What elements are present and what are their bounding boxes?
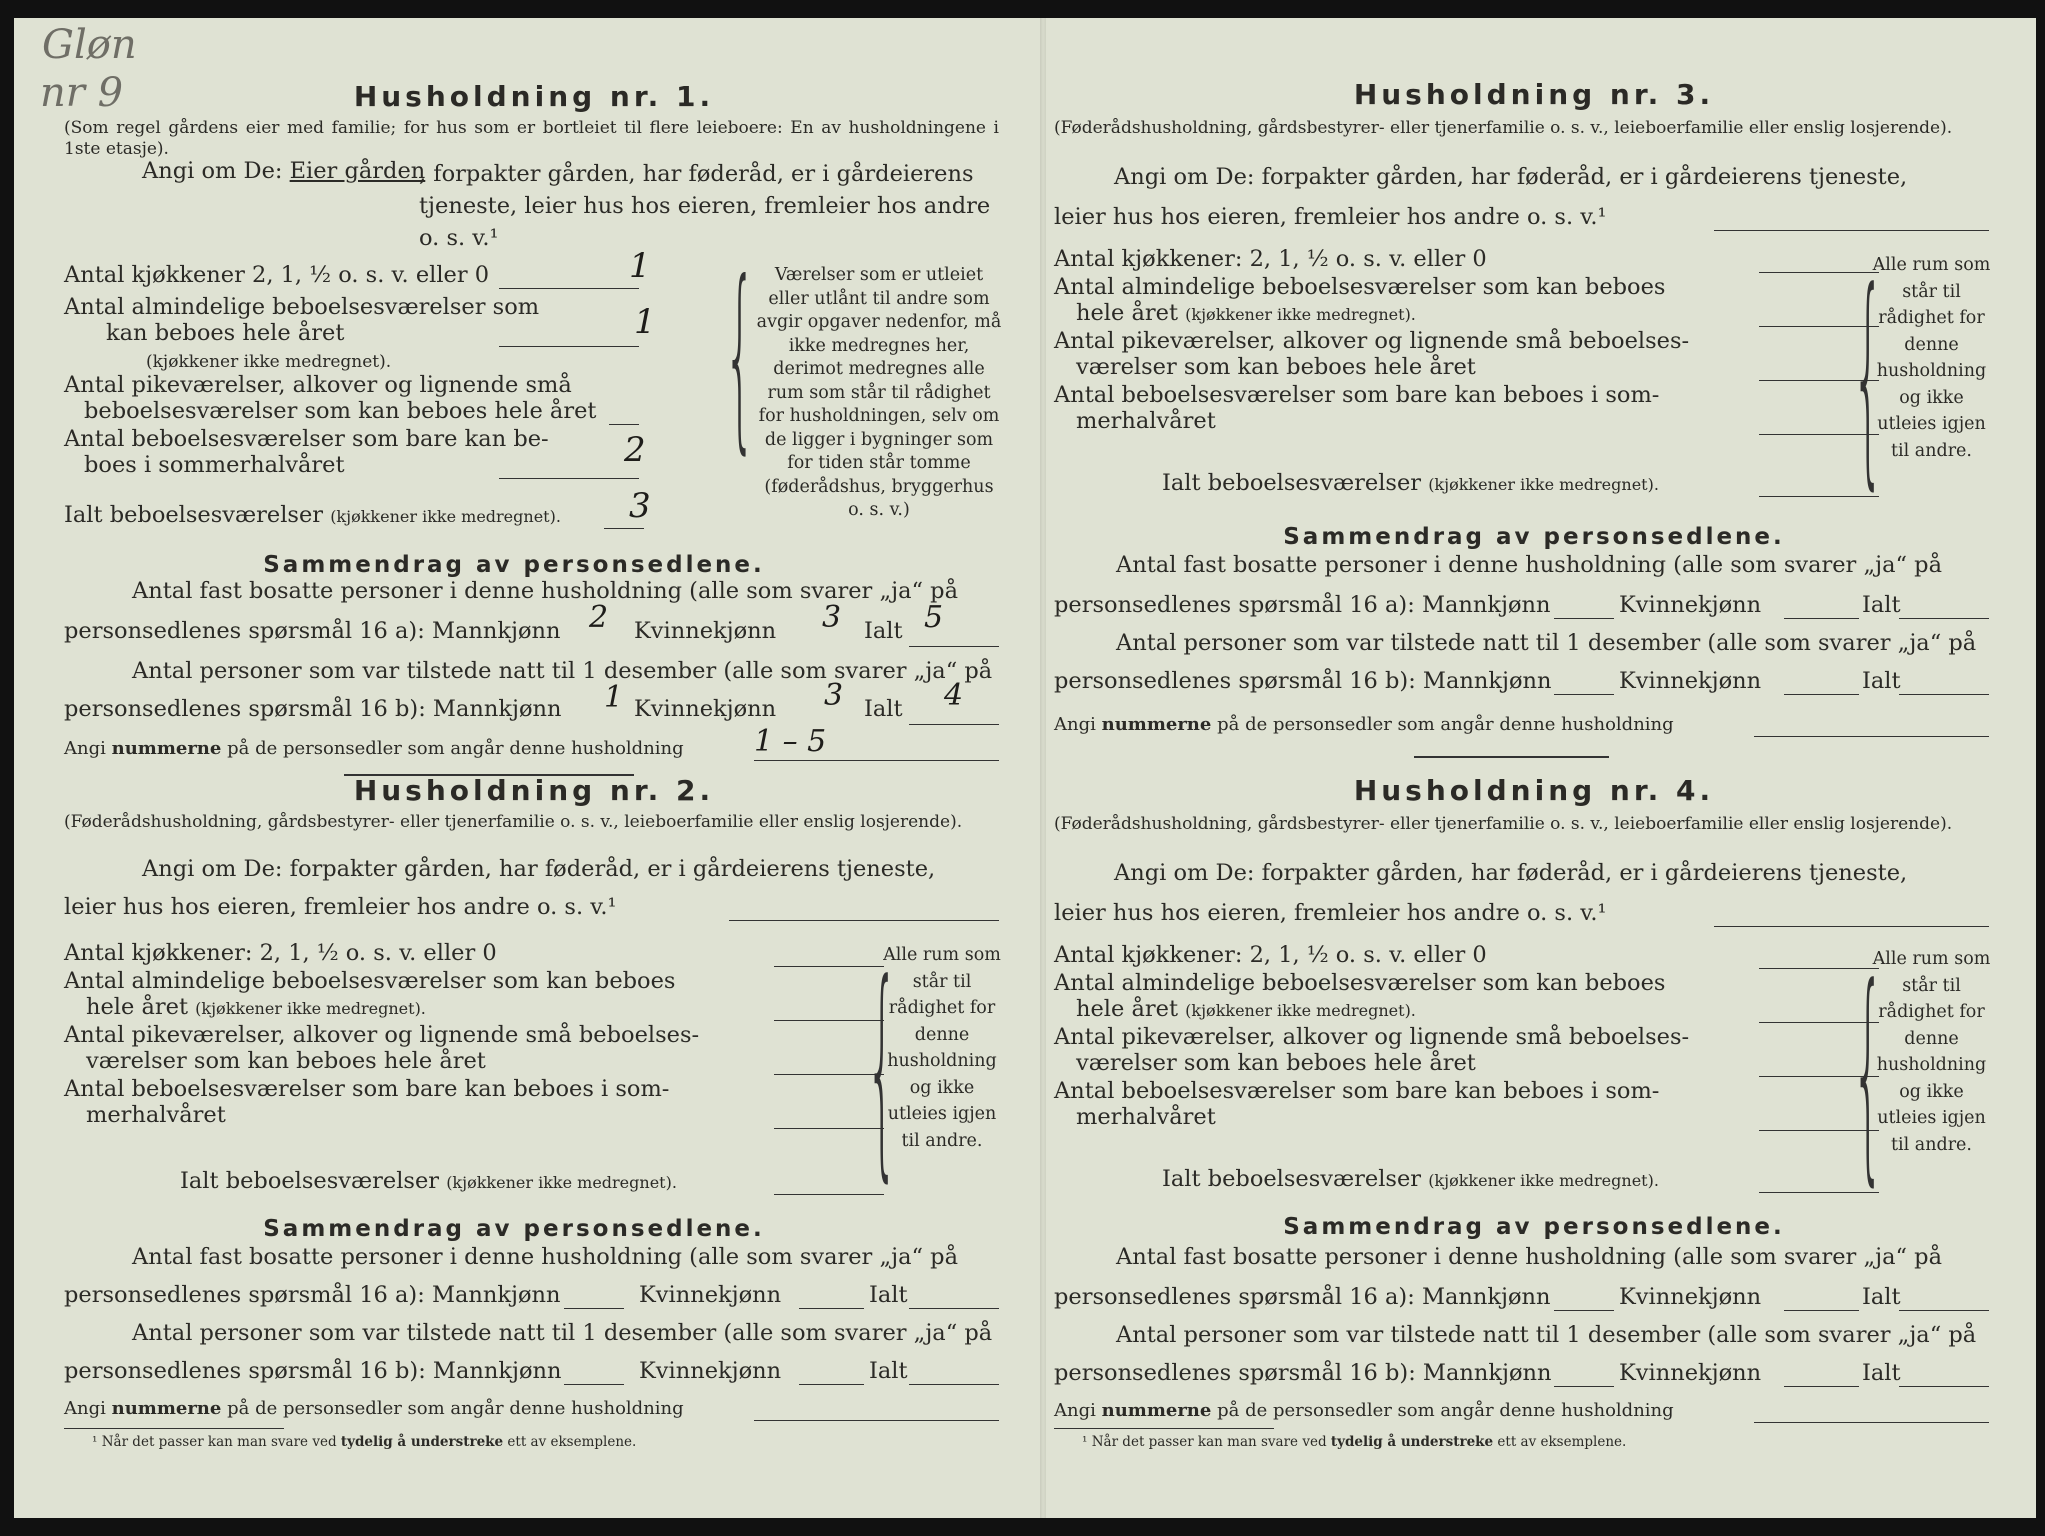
pike-label-b: værelser som kan beboes hele året bbox=[1076, 1050, 1476, 1076]
til-kvinne-label: Kvinnekjønn bbox=[634, 696, 777, 722]
fast-line-b bbox=[64, 618, 561, 644]
fast-line-a: Antal fast bosatte personer i denne husholdning (alle som svarer „ja“ på bbox=[132, 1244, 958, 1270]
ialt-bebo-text: Ialt beboelsesværelser bbox=[1162, 470, 1422, 496]
sommer-label-b: merhalvåret bbox=[1076, 1104, 1216, 1130]
angi-om-de: Angi om De: bbox=[142, 158, 283, 184]
fast-kvinne-label: Kvinnekjønn bbox=[1619, 592, 1762, 618]
sommer-fill-line bbox=[499, 478, 639, 479]
sommer-label-b: boes i sommerhalvåret bbox=[84, 452, 345, 478]
fast-line-b: personsedlenes spørsmål 16 a): Mannkjønn bbox=[1054, 1284, 1551, 1310]
household-note: (Føderådshusholdning, gårdsbestyrer- eller tjenerfamilie o. s. v., leieboerfamilie eller enslig losjerende). bbox=[1054, 814, 1953, 834]
sommer-value: 2 bbox=[624, 430, 646, 470]
sammendrag-heading: Sammendrag av personsedlene. bbox=[263, 1216, 765, 1242]
angi-line-a: Angi om De: forpakter gården, har føderåd, er i gårdeierens tjeneste, bbox=[1114, 164, 1908, 190]
eier-garden-underlined: Eier gården bbox=[289, 158, 426, 184]
sommer-label-a: Antal beboelsesværelser som bare kan beboes i som- bbox=[1054, 382, 1660, 408]
household-note: (Føderådshusholdning, gårdsbestyrer- eller tjenerfamilie o. s. v., leieboerfamilie eller enslig losjerende). bbox=[64, 812, 963, 832]
household-note: (Føderådshusholdning, gårdsbestyrer- eller tjenerfamilie o. s. v., leieboerfamilie eller enslig losjerende). bbox=[1054, 118, 1953, 138]
til-kvinne-label: Kvinnekjønn bbox=[639, 1358, 782, 1384]
alm-label-b bbox=[1076, 996, 1416, 1022]
nummerne-b: nummerne bbox=[111, 738, 222, 759]
sammendrag-heading: Sammendrag av personsedlene. bbox=[263, 552, 765, 578]
fast-line-b-text: personsedlenes spørsmål 16 a): Mannkjønn bbox=[64, 618, 561, 644]
household-title: Husholdning nr. 3. bbox=[1353, 78, 1715, 111]
nummerne-a: Angi bbox=[64, 1398, 106, 1419]
ialt-bebo-value: 3 bbox=[629, 486, 651, 526]
pike-label-b: værelser som kan beboes hele året bbox=[86, 1048, 486, 1074]
tilstede-line-a: Antal personer som var tilstede natt til 1 desember (alle som svarer „ja“ på bbox=[132, 658, 993, 684]
fast-kvinne-fill bbox=[1784, 1310, 1859, 1311]
angi-line-a: Angi om De: forpakter gården, har føderåd, er i gårdeierens tjeneste, bbox=[1114, 860, 1908, 886]
fast-line-a: Antal fast bosatte personer i denne husholdning (alle som svarer „ja“ på bbox=[132, 578, 958, 604]
nummerne-fill bbox=[1754, 1422, 1989, 1423]
side-note: Værelser som er utleiet eller utlånt til andre som avgir opgaver nedenfor, må ikke medregnes her, derimot medregnes alle rum som står til rådighet for husholdningen, selv om de ligger i bygninger som for tiden står tomme (føderådshus, bryggerhus o. s. v.) bbox=[756, 265, 1002, 520]
sommer-label-b: merhalvåret bbox=[1076, 408, 1216, 434]
fast-kvinne-label: Kvinnekjønn bbox=[634, 618, 777, 644]
ialt-bebo-text: Ialt beboelsesværelser bbox=[1162, 1166, 1422, 1192]
nummerne-c: på de personsedler som angår denne husholdning bbox=[227, 1398, 684, 1419]
fast-kvinne-label: Kvinnekjønn bbox=[1619, 1284, 1762, 1310]
pike-label-a: Antal pikeværelser, alkover og lignende små bbox=[64, 372, 572, 398]
fast-mann-fill bbox=[1554, 1310, 1614, 1311]
fast-kvinne-value: 3 bbox=[822, 600, 842, 635]
fast-ialt-fill bbox=[1899, 618, 1989, 619]
footnote-a: ¹ Når det passer kan man svare ved bbox=[1082, 1434, 1327, 1450]
angi-fill-line bbox=[1714, 230, 1989, 231]
sammendrag-heading: Sammendrag av personsedlene. bbox=[1283, 524, 1785, 550]
kjokkener-value: 1 bbox=[629, 246, 651, 286]
angi-label bbox=[142, 158, 425, 184]
pike-label-a: Antal pikeværelser, alkover og lignende små beboelses- bbox=[64, 1022, 700, 1048]
alm-label-b-text: hele året bbox=[86, 994, 188, 1020]
ialt-bebo-note: (kjøkkener ikke medregnet). bbox=[1428, 1171, 1659, 1190]
kjokkener-fill-line bbox=[499, 288, 639, 289]
angi-line-a: Angi om De: forpakter gården, har føderåd, er i gårdeierens tjeneste, bbox=[142, 856, 936, 882]
fast-ialt-fill bbox=[909, 1308, 999, 1309]
tilstede-line-a: Antal personer som var tilstede natt til 1 desember (alle som svarer „ja“ på bbox=[1116, 630, 1977, 656]
sommer-label-a: Antal beboelsesværelser som bare kan be- bbox=[64, 426, 549, 452]
tilstede-line-b: personsedlenes spørsmål 16 b): Mannkjønn bbox=[64, 1358, 562, 1384]
footnote-rule bbox=[64, 1428, 284, 1429]
til-mann-fill bbox=[1554, 1386, 1614, 1387]
side-note: Alle rum som står til rådighet for denne husholdning og ikke utleies igjen til andre. bbox=[1872, 255, 1991, 461]
nummerne-line bbox=[64, 1398, 684, 1419]
nummerne-c: på de personsedler som angår denne husholdning bbox=[1217, 1400, 1674, 1421]
footnote-c: ett av eksemplene. bbox=[1497, 1434, 1627, 1450]
til-ialt-fill bbox=[909, 1384, 999, 1385]
margin-note-line2: nr 9 bbox=[40, 70, 124, 116]
nummerne-a: Angi bbox=[1054, 1400, 1096, 1421]
fast-line-b: personsedlenes spørsmål 16 a): Mannkjønn bbox=[1054, 592, 1551, 618]
alm-label-b-text: hele året bbox=[1076, 300, 1178, 326]
kjokkener-label: Antal kjøkkener: 2, 1, ½ o. s. v. eller 0 bbox=[1054, 246, 1487, 272]
pike-label-b: værelser som kan beboes hele året bbox=[1076, 354, 1476, 380]
kjokkener-label: Antal kjøkkener: 2, 1, ½ o. s. v. eller 0 bbox=[64, 940, 497, 966]
household-separator bbox=[1414, 756, 1609, 758]
ialt-bebo-label bbox=[1162, 470, 1659, 496]
fast-ialt-label: Ialt bbox=[864, 618, 903, 644]
til-ialt-label: Ialt bbox=[1862, 668, 1901, 694]
fast-ialt-fill bbox=[909, 646, 999, 647]
ialt-bebo-note: (kjøkkener ikke medregnet). bbox=[330, 507, 561, 526]
fast-line-b: personsedlenes spørsmål 16 a): Mannkjønn bbox=[64, 1282, 561, 1308]
ialt-bebo-label bbox=[64, 502, 561, 528]
til-ialt-label: Ialt bbox=[864, 696, 903, 722]
alm-label-a: Antal almindelige beboelsesværelser som bbox=[64, 294, 540, 320]
nummerne-line bbox=[1054, 1400, 1674, 1421]
pike-label-b: beboelsesværelser som kan beboes hele året bbox=[84, 398, 597, 424]
tilstede-line-a: Antal personer som var tilstede natt til 1 desember (alle som svarer „ja“ på bbox=[1116, 1322, 1977, 1348]
alm-note: (kjøkkener ikke medregnet). bbox=[1185, 305, 1416, 324]
fast-line-a: Antal fast bosatte personer i denne husholdning (alle som svarer „ja“ på bbox=[1116, 552, 1942, 578]
til-ialt-label: Ialt bbox=[869, 1358, 908, 1384]
pike-label-a: Antal pikeværelser, alkover og lignende små beboelses- bbox=[1054, 328, 1690, 354]
alm-value: 1 bbox=[634, 302, 656, 342]
margin-note-line1: Gløn bbox=[42, 22, 137, 68]
side-note: Alle rum som står til rådighet for denne husholdning og ikke utleies igjen til andre. bbox=[883, 945, 1001, 1151]
sammendrag-heading: Sammendrag av personsedlene. bbox=[1283, 1214, 1785, 1240]
side-note-brace: { bbox=[724, 239, 756, 472]
alm-label-a: Antal almindelige beboelsesværelser som kan beboes bbox=[1054, 970, 1666, 996]
sommer-label-a: Antal beboelsesværelser som bare kan beboes i som- bbox=[1054, 1078, 1660, 1104]
tilstede-line-b: personsedlenes spørsmål 16 b): Mannkjønn bbox=[64, 696, 562, 722]
household-note: (Som regel gårdens eier med familie; for hus som er bortleiet til flere leieboere: En av husholdningene i 1ste etasje). bbox=[64, 118, 999, 159]
nummerne-b: nummerne bbox=[1101, 714, 1212, 735]
nummerne-b: nummerne bbox=[1101, 1400, 1212, 1421]
fast-kvinne-label: Kvinnekjønn bbox=[639, 1282, 782, 1308]
ialt-bebo-note: (kjøkkener ikke medregnet). bbox=[1428, 475, 1659, 494]
til-kvinne-fill bbox=[799, 1384, 864, 1385]
alm-note: (kjøkkener ikke medregnet). bbox=[1185, 1001, 1416, 1020]
footnote-b: tydelig å understreke bbox=[340, 1434, 504, 1450]
ialt-bebo-label bbox=[180, 1168, 677, 1194]
footnote-b: tydelig å understreke bbox=[1330, 1434, 1494, 1450]
fast-ialt-label: Ialt bbox=[1862, 592, 1901, 618]
nummerne-line bbox=[1054, 714, 1674, 735]
kjokkener-label: Antal kjøkkener 2, 1, ½ o. s. v. eller 0 bbox=[64, 262, 490, 288]
census-form-sheet bbox=[14, 18, 2036, 1518]
nummerne-c: på de personsedler som angår denne husholdning bbox=[1217, 714, 1674, 735]
footnote-a: ¹ Når det passer kan man svare ved bbox=[92, 1434, 337, 1450]
til-kvinne-fill bbox=[1784, 1386, 1859, 1387]
alm-label-a: Antal almindelige beboelsesværelser som kan beboes bbox=[64, 968, 676, 994]
ialt-bebo-text: Ialt beboelsesværelser bbox=[180, 1168, 440, 1194]
nummerne-fill bbox=[754, 1420, 999, 1421]
angi-rest: , forpakter gården, har føderåd, er i gårdeierens tjeneste, leier hus hos eieren, fremleier hos andre o. s. v.¹ bbox=[419, 161, 991, 251]
til-kvinne-label: Kvinnekjønn bbox=[1619, 1360, 1762, 1386]
til-ialt-label: Ialt bbox=[1862, 1360, 1901, 1386]
pike-label-a: Antal pikeværelser, alkover og lignende små beboelses- bbox=[1054, 1024, 1690, 1050]
fast-line-a: Antal fast bosatte personer i denne husholdning (alle som svarer „ja“ på bbox=[1116, 1244, 1942, 1270]
alm-label-b-text: hele året bbox=[1076, 996, 1178, 1022]
til-mann-value: 1 bbox=[604, 680, 624, 715]
fast-mann-value: 2 bbox=[589, 600, 609, 635]
angi-fill-line bbox=[729, 920, 999, 921]
nummerne-line bbox=[64, 738, 684, 759]
tilstede-line-b: personsedlenes spørsmål 16 b): Mannkjønn bbox=[1054, 1360, 1552, 1386]
til-mann-fill bbox=[1554, 694, 1614, 695]
side-note-brace: { bbox=[1852, 939, 1885, 1206]
side-note: Alle rum som står til rådighet for denne husholdning og ikke utleies igjen til andre. bbox=[1872, 949, 1991, 1155]
nummerne-fill bbox=[1754, 736, 1989, 737]
footnote bbox=[1082, 1434, 1626, 1450]
til-kvinne-label: Kvinnekjønn bbox=[1619, 668, 1762, 694]
nummerne-b: nummerne bbox=[111, 1398, 222, 1419]
alm-label-b: kan beboes hele året bbox=[106, 320, 345, 346]
sommer-label-a: Antal beboelsesværelser som bare kan beboes i som- bbox=[64, 1076, 670, 1102]
alm-fill-line bbox=[499, 346, 639, 347]
tilstede-line-b: personsedlenes spørsmål 16 b): Mannkjønn bbox=[1054, 668, 1552, 694]
angi-fill-line bbox=[1714, 926, 1989, 927]
ialt-bebo-label bbox=[1162, 1166, 1659, 1192]
til-ialt-fill bbox=[1899, 1386, 1989, 1387]
fast-kvinne-fill bbox=[1784, 618, 1859, 619]
pike-fill-line bbox=[609, 424, 639, 425]
til-kvinne-value: 3 bbox=[824, 678, 844, 713]
kjokkener-label: Antal kjøkkener: 2, 1, ½ o. s. v. eller 0 bbox=[1054, 942, 1487, 968]
til-mann-fill bbox=[564, 1384, 624, 1385]
alm-label-b bbox=[1076, 300, 1416, 326]
footnote bbox=[92, 1434, 636, 1450]
nummerne-value: 1 – 5 bbox=[754, 724, 827, 759]
fast-ialt-label: Ialt bbox=[869, 1282, 908, 1308]
nummerne-c: på de personsedler som angår denne husholdning bbox=[227, 738, 684, 759]
footnote-rule bbox=[1054, 1428, 1274, 1429]
fast-mann-fill bbox=[564, 1308, 624, 1309]
side-note-brace: { bbox=[1852, 243, 1885, 510]
sommer-label-b: merhalvåret bbox=[86, 1102, 226, 1128]
page-fold bbox=[1040, 18, 1046, 1518]
household-title: Husholdning nr. 2. bbox=[353, 774, 715, 807]
fast-ialt-label: Ialt bbox=[1862, 1284, 1901, 1310]
nummerne-a: Angi bbox=[64, 738, 106, 759]
side-note-brace: { bbox=[866, 935, 899, 1202]
ialt-bebo-text: Ialt beboelsesværelser bbox=[64, 502, 324, 528]
nummerne-a: Angi bbox=[1054, 714, 1096, 735]
tilstede-line-a: Antal personer som var tilstede natt til 1 desember (alle som svarer „ja“ på bbox=[132, 1320, 993, 1346]
angi-line-b: leier hus hos eieren, fremleier hos andre o. s. v.¹ bbox=[64, 894, 617, 920]
fast-ialt-value: 5 bbox=[924, 600, 944, 635]
household-title: Husholdning nr. 4. bbox=[1353, 774, 1715, 807]
ialt-bebo-fill-line bbox=[604, 528, 644, 529]
fast-mann-fill bbox=[1554, 618, 1614, 619]
ialt-bebo-note: (kjøkkener ikke medregnet). bbox=[446, 1173, 677, 1192]
alm-label-b bbox=[86, 994, 426, 1020]
til-ialt-value: 4 bbox=[944, 678, 964, 713]
nummerne-fill bbox=[754, 760, 999, 761]
kjokk-ikke-note: (kjøkkener ikke medregnet). bbox=[146, 352, 392, 372]
household-title: Husholdning nr. 1. bbox=[353, 80, 715, 113]
footnote-c: ett av eksemplene. bbox=[507, 1434, 637, 1450]
alm-label-a: Antal almindelige beboelsesværelser som kan beboes bbox=[1054, 274, 1666, 300]
til-kvinne-fill bbox=[1784, 694, 1859, 695]
fast-kvinne-fill bbox=[799, 1308, 864, 1309]
til-ialt-fill bbox=[1899, 694, 1989, 695]
angi-line-b: leier hus hos eieren, fremleier hos andre o. s. v.¹ bbox=[1054, 204, 1607, 230]
til-ialt-fill bbox=[909, 724, 999, 725]
fast-ialt-fill bbox=[1899, 1310, 1989, 1311]
angi-line-b: leier hus hos eieren, fremleier hos andre o. s. v.¹ bbox=[1054, 900, 1607, 926]
alm-note: (kjøkkener ikke medregnet). bbox=[195, 999, 426, 1018]
